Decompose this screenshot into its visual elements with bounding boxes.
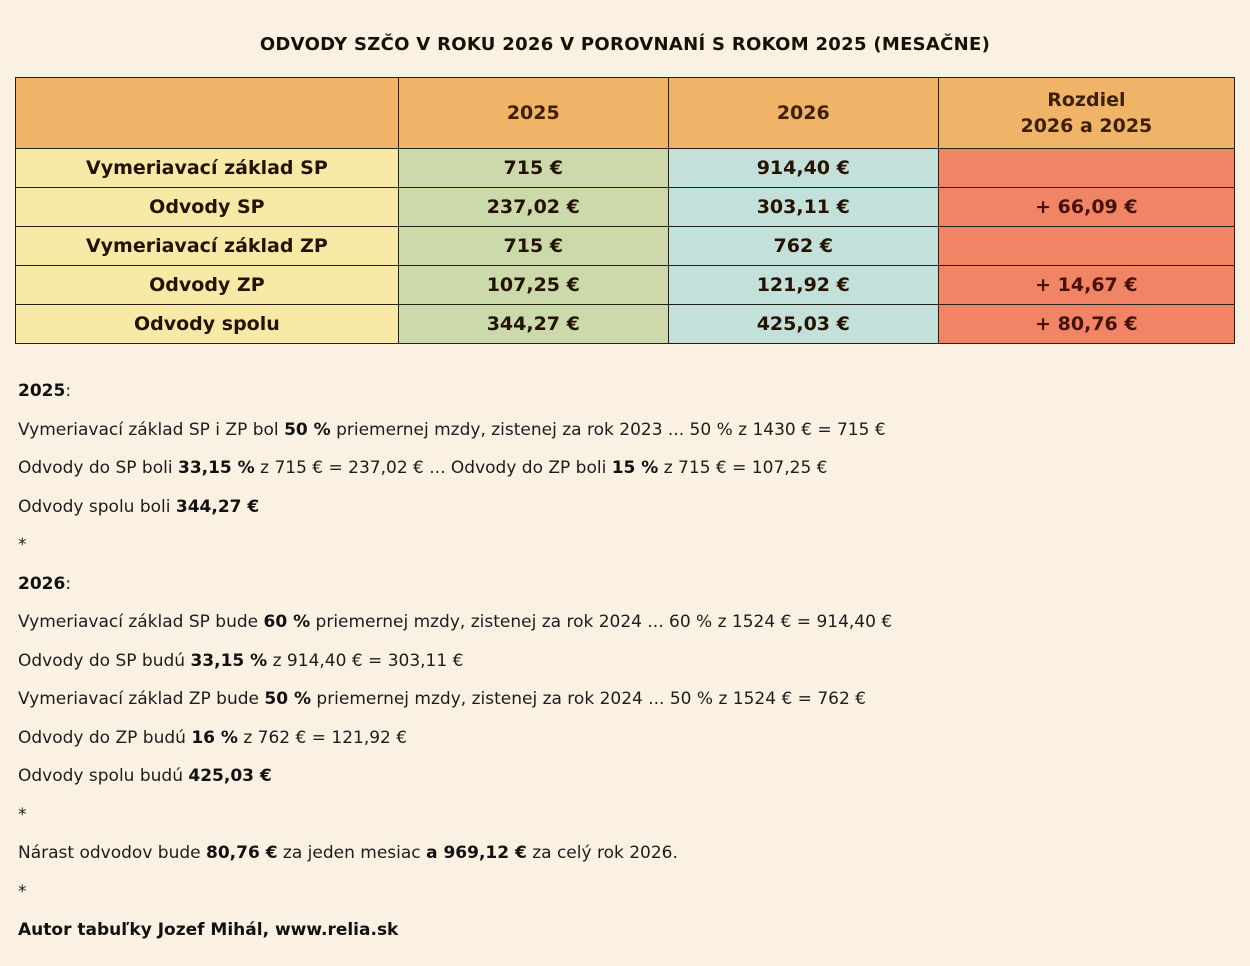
note-separator	[18, 526, 1232, 565]
row-label: Odvody SP	[16, 188, 399, 227]
note-bold-text: 80,76 €	[206, 843, 278, 863]
note-narast	[18, 834, 1232, 873]
note-text: z 715 € = 237,02 € ... Odvody do ZP boli	[254, 458, 612, 478]
note-bold-text: 2026	[18, 573, 66, 594]
table-header-row	[16, 78, 1235, 149]
value-2026: 425,03 €	[668, 305, 938, 344]
note-bold-text: 15 %	[611, 458, 659, 478]
header-2025	[398, 78, 668, 149]
note-text: *	[18, 881, 27, 902]
note-text: z 914,40 € = 303,11 €	[267, 650, 464, 671]
note-text: Vymeriavací základ SP bude	[18, 612, 264, 632]
note-text: priemernej mzdy, zistenej za rok 2023 ... 50 % z 1430 € = 715 €	[330, 419, 886, 440]
page-title: ODVODY SZČO V ROKU 2026 V POROVNANÍ S ROKOM 2025 (MESAČNE)	[259, 34, 991, 55]
header-rozdiel-line1: Rozdiel	[1047, 89, 1126, 111]
note-2025-vz	[18, 411, 1232, 450]
value-2026: 914,40 €	[668, 149, 938, 188]
note-text: z 762 € = 121,92 €	[237, 727, 408, 748]
comparison-table	[15, 77, 1235, 344]
value-2025: 107,25 €	[398, 266, 668, 305]
value-diff	[938, 149, 1234, 188]
note-text: Vymeriavací základ SP i ZP bol	[18, 419, 285, 440]
header-2026	[668, 78, 938, 149]
value-2026: 121,92 €	[668, 266, 938, 305]
note-text: :	[65, 381, 72, 401]
note-text: priemernej mzdy, zistenej za rok 2024 ... 50 % z 1524 € = 762 €	[311, 689, 866, 709]
note-text: z 715 € = 107,25 €	[658, 458, 828, 478]
value-2026: 303,11 €	[668, 188, 938, 227]
note-text: za celý rok 2026.	[526, 843, 678, 863]
table-row	[16, 305, 1235, 344]
note-bold-text: 50 %	[264, 689, 311, 709]
header-rozdiel-line2: 2026 a 2025	[1020, 115, 1153, 137]
row-label: Vymeriavací základ SP	[16, 149, 399, 188]
note-2026-odvody-sp	[18, 642, 1232, 681]
note-text: :	[65, 573, 72, 594]
comparison-table-body	[16, 149, 1235, 344]
note-bold-text: 33,15 %	[190, 650, 268, 671]
note-2026-spolu	[18, 757, 1232, 796]
table-row	[16, 266, 1235, 305]
note-2025-heading	[18, 372, 1232, 411]
value-2026: 762 €	[668, 227, 938, 266]
value-diff: + 14,67 €	[938, 266, 1234, 305]
value-2025: 237,02 €	[398, 188, 668, 227]
value-diff: + 66,09 €	[938, 188, 1234, 227]
table-header	[16, 78, 1235, 149]
note-text: Odvody spolu boli	[18, 496, 176, 517]
note-text: za jeden mesiac	[277, 843, 427, 863]
row-label: Odvody ZP	[16, 266, 399, 305]
note-text: *	[18, 535, 27, 555]
note-bold-text: Autor tabuľky Jozef Mihál, www.relia.sk	[18, 920, 399, 940]
value-diff	[938, 227, 1234, 266]
note-bold-text: 16 %	[191, 727, 238, 748]
note-text: priemernej mzdy, zistenej za rok 2024 ... 60 % z 1524 € = 914,40 €	[310, 612, 893, 632]
value-2025: 715 €	[398, 149, 668, 188]
notes-section	[15, 344, 1235, 950]
note-text: Odvody do SP budú	[18, 650, 191, 671]
note-bold-text: 50 %	[284, 419, 331, 440]
note-text: Odvody do SP boli	[18, 458, 178, 478]
note-text: Odvody spolu budú	[18, 766, 189, 786]
note-separator	[18, 873, 1232, 912]
row-label: Odvody spolu	[16, 305, 399, 344]
note-text: Odvody do ZP budú	[18, 727, 192, 748]
note-2025-odvody	[18, 449, 1232, 488]
table-row	[16, 227, 1235, 266]
note-text: Vymeriavací základ ZP bude	[18, 689, 265, 709]
note-2026-vz-zp	[18, 680, 1232, 719]
note-bold-text: a 969,12 €	[426, 843, 527, 863]
note-author	[18, 911, 1232, 950]
note-2026-vz-sp	[18, 603, 1232, 642]
note-bold-text: 425,03 €	[188, 766, 272, 786]
note-bold-text: 33,15 %	[177, 458, 255, 478]
header-empty-cell	[16, 78, 399, 149]
header-rozdiel	[938, 78, 1234, 149]
note-bold-text: 344,27 €	[175, 496, 260, 517]
table-row	[16, 188, 1235, 227]
header-2025-label: 2025	[506, 102, 560, 124]
value-diff: + 80,76 €	[938, 305, 1234, 344]
note-2025-spolu	[18, 488, 1232, 527]
value-2025: 715 €	[398, 227, 668, 266]
note-2026-heading	[18, 565, 1232, 604]
note-text: Nárast odvodov bude	[18, 843, 206, 863]
note-bold-text: 2025	[18, 381, 66, 401]
note-2026-odvody-zp	[18, 719, 1232, 758]
table-row	[16, 149, 1235, 188]
header-2026-label: 2026	[776, 102, 830, 124]
row-label: Vymeriavací základ ZP	[16, 227, 399, 266]
note-text: *	[18, 804, 27, 825]
note-separator	[18, 796, 1232, 835]
value-2025: 344,27 €	[398, 305, 668, 344]
note-bold-text: 60 %	[263, 612, 311, 632]
